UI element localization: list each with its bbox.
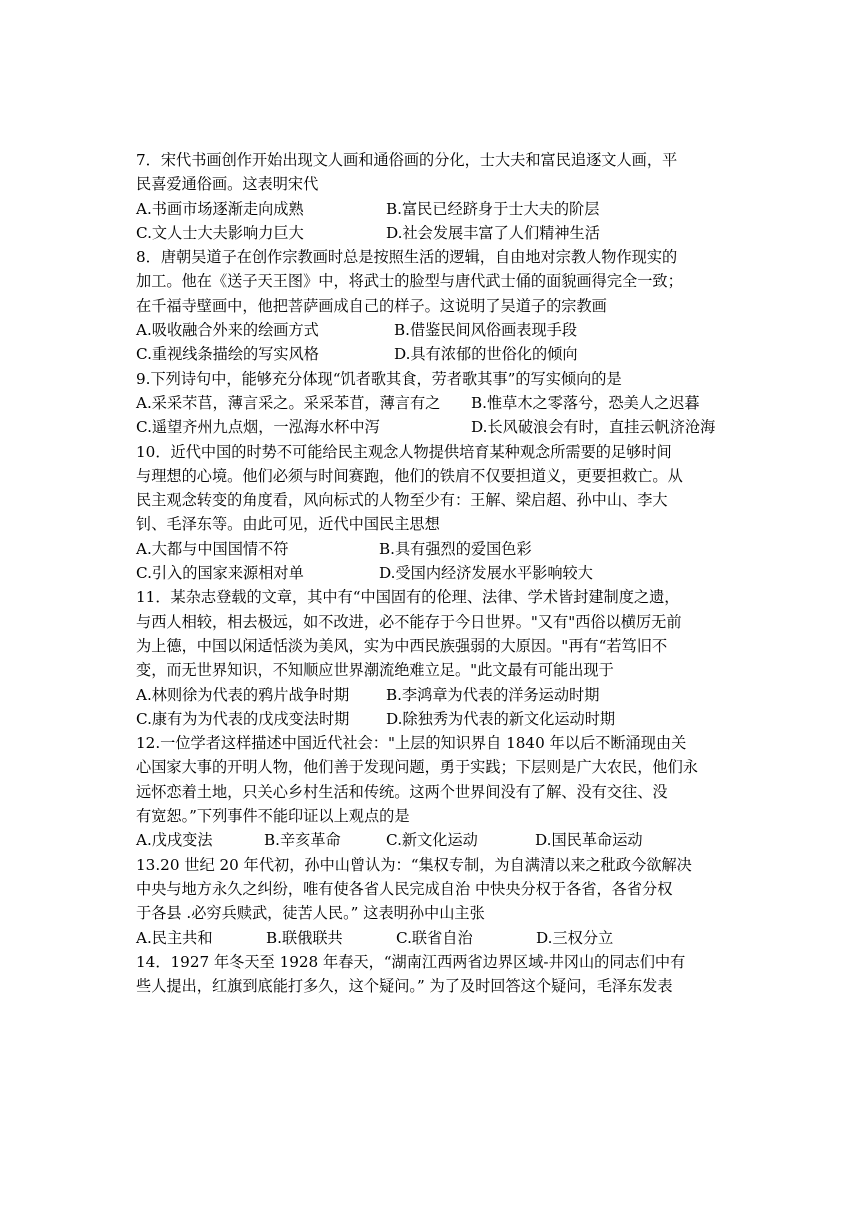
option-row	[136, 318, 756, 342]
option-d: D.除独秀为代表的新文化运动时期	[386, 709, 616, 728]
option-a: A.大都与中国国情不符	[136, 539, 289, 558]
option-row	[136, 415, 756, 439]
question-text: 心国家大事的开明人物，他们善于发现问题，勇于实践；下层则是广大农民，他们永	[136, 758, 698, 777]
option-c: C.康有为为代表的戊戌变法时期	[136, 709, 350, 728]
option-row	[136, 197, 756, 221]
option-c: C.联省自治	[396, 928, 473, 947]
option-row	[136, 391, 756, 415]
question-text: 加工。他在《送子天王图》中，将武士的脸型与唐代武士俑的面貌画得完全一致；	[136, 272, 683, 291]
question-8	[136, 245, 756, 366]
question-text: 民喜爱通俗画。这表明宋代	[136, 175, 319, 194]
option-c: C.文人士大夫影响力巨大	[136, 223, 304, 242]
question-text: 12.一位学者这样描述中国近代社会："上层的知识界自 1840 年以后不断涌现由关	[136, 734, 687, 753]
question-12	[136, 731, 756, 852]
question-text: 变，而无世界知识，不知顺应世界潮流绝难立足。"此文最有可能出现于	[136, 661, 614, 680]
option-a: A.书画市场逐渐走向成熟	[136, 199, 304, 218]
question-text: 在千福寺壁画中，他把菩萨画成自己的样子。这说明了吴道子的宗教画	[136, 296, 607, 315]
option-row	[136, 561, 756, 585]
option-d: D.国民革命运动	[535, 831, 643, 850]
option-row	[136, 926, 756, 950]
option-b: B.李鸿章为代表的洋务运动时期	[386, 685, 600, 704]
option-b: B.辛亥革命	[264, 831, 341, 850]
question-text: 民主观念转变的角度看，风向标式的人物至少有：王解、梁启超、孙中山、李大	[136, 491, 668, 510]
option-b: B.富民已经跻身于士大夫的阶层	[386, 199, 600, 218]
option-c: C.遥望齐州九点烟，一泓海水杯中泻	[136, 418, 380, 437]
option-d: D.社会发展丰富了人们精神生活	[386, 223, 600, 242]
question-text: 中央与地方永久之纠纷，唯有使各省人民完成自治 中快央分权于各省，各省分权	[136, 879, 673, 898]
option-a: A.民主共和	[136, 928, 213, 947]
question-text: 于各县 .必穷兵赎武，徒苦人民。” 这表明孙中山主张	[136, 904, 485, 923]
option-b: B.联俄联共	[266, 928, 343, 947]
question-text: 9.下列诗句中，能够充分体现“饥者歌其食，劳者歌其事”的写实倾向的是	[136, 369, 622, 388]
question-text: 有宽恕。”下列事件不能印证以上观点的是	[136, 807, 410, 826]
option-d: D.三权分立	[536, 928, 614, 947]
question-text: 10．近代中国的时势不可能给民主观念人物提供培育某种观念所需要的足够时间	[136, 442, 672, 461]
question-text: 为上德，中国以闲适恬淡为美风，实为中西民族强弱的大原因。"再有“若笃旧不	[136, 636, 668, 655]
question-text: 与理想的心境。他们必须与时间赛跑，他们的铁肩不仅要担道义，更要担救亡。从	[136, 466, 683, 485]
option-a: A.吸收融合外来的绘画方式	[136, 321, 319, 340]
option-row	[136, 683, 756, 707]
question-9	[136, 367, 756, 440]
option-a: A.戊戌变法	[136, 831, 213, 850]
question-text: 远怀恋着土地，只关心乡村生活和传统。这两个世界间没有了解、没有交往、没	[136, 782, 668, 801]
question-13	[136, 853, 756, 950]
option-row	[136, 828, 756, 852]
option-row	[136, 707, 756, 731]
question-text: 11．某杂志登载的文章，其中有“中国固有的伦理、法律、学术皆封建制度之遗，	[136, 588, 680, 607]
option-c: C.重视线条描绘的写实风格	[136, 345, 319, 364]
question-text: 13.20 世纪 20 年代初，孙中山曾认为：“集权专制，为自满清以来之秕政今欲解决	[136, 855, 692, 874]
question-11	[136, 585, 756, 731]
option-d: D.受国内经济发展水平影响较大	[379, 564, 593, 583]
question-10	[136, 440, 756, 586]
question-text: 些人提出，红旗到底能打多久，这个疑问。” 为了及时回答这个疑问，毛泽东发表	[136, 977, 673, 996]
option-c: C.引入的国家来源相对单	[136, 564, 304, 583]
option-d: D.长风破浪会有时，直挂云帆济沧海	[471, 418, 716, 437]
option-a: A.采采芣苢，薄言采之。采采苯苜，薄言有之	[136, 393, 441, 412]
option-d: D.具有浓郁的世俗化的倾向	[394, 345, 578, 364]
option-c: C.新文化运动	[386, 831, 478, 850]
option-row	[136, 221, 756, 245]
option-b: B.惟草木之零落兮，恐美人之迟暮	[471, 393, 700, 412]
question-7	[136, 148, 756, 245]
option-a: A.林则徐为代表的鸦片战争时期	[136, 685, 350, 704]
question-text: 钊、毛泽东等。由此可见，近代中国民主思想	[136, 515, 440, 534]
option-row	[136, 537, 756, 561]
exam-page	[136, 148, 756, 998]
question-text: 与西人相较，相去极远，如不改进，必不能存于今日世界。"又有"西俗以横厉无前	[136, 612, 682, 631]
question-text: 7．宋代书画创作开始出现文人画和通俗画的分化，士大夫和富民追逐文人画，平	[136, 151, 678, 169]
option-b: B.具有强烈的爱国色彩	[379, 539, 532, 558]
question-14	[136, 950, 756, 999]
question-text: 8．唐朝吴道子在创作宗教画时总是按照生活的逻辑，自由地对宗教人物作现实的	[136, 248, 678, 267]
option-row	[136, 342, 756, 366]
option-b: B.借鉴民间风俗画表现手段	[394, 321, 578, 340]
question-text: 14．1927 年冬天至 1928 年春天，“湖南江西两省边界区域-井冈山的同志们中有	[136, 952, 686, 971]
